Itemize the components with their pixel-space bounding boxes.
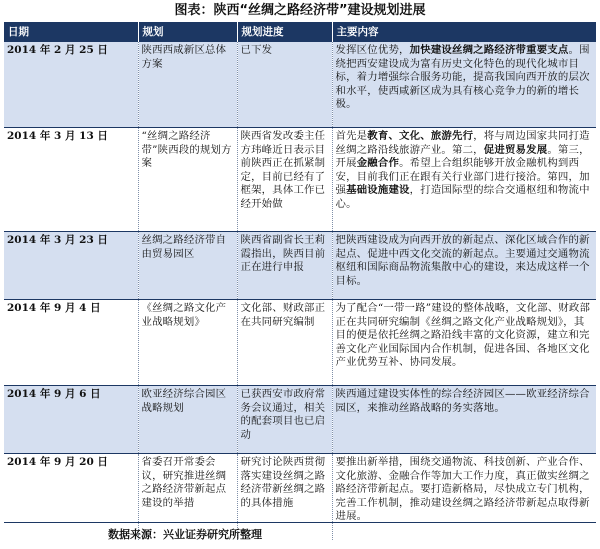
cell-content — [332, 128, 596, 232]
table-row — [4, 42, 596, 128]
table-row — [4, 386, 596, 454]
table-bottom-rule — [4, 522, 596, 523]
content-text: 。围绕把西安建设成为富有历史文化特色的现代化城市目标，着力增强综合服务功能，提高我国向西开放的层次和水平，使西咸新区成为具有核心竞争力的新的增长极。 — [335, 44, 590, 111]
content-text: 发挥区位优势， — [335, 44, 410, 56]
content-text: ，将与周边国家共同打造丝绸之路沿线旅游产业。第二， — [335, 130, 590, 156]
cell-content — [332, 454, 596, 540]
table-row — [4, 128, 596, 232]
content-highlight: 基础设施建设 — [346, 184, 410, 197]
cell-plan: 省委召开常委会议，研究推进丝绸之路经济带新起点建设的举措 — [138, 454, 237, 540]
content-text: ，打造国际型的综合交通枢纽和物流中心。 — [335, 184, 590, 210]
cell-date: 2014 年 9 月 6 日 — [4, 386, 138, 454]
header-plan: 规划 — [138, 22, 237, 42]
content-text: 。第三，开展 — [335, 143, 590, 170]
content-highlight: 金融合作 — [356, 157, 400, 170]
cell-plan: 欧亚经济综合园区战略规划 — [138, 386, 237, 454]
cell-progress: 陕西省副省长王莉霞指出，陕西目前正在进行申报 — [237, 232, 332, 300]
cell-progress: 已获西安市政府常务会议通过，相关的配套项目也已启动 — [237, 386, 332, 454]
cell-date: 2014 年 9 月 20 日 — [4, 454, 138, 540]
content-highlight: 教育、文化、旅游先行 — [367, 130, 474, 142]
cell-plan: 丝绸之路经济带自由贸易园区 — [138, 232, 237, 300]
cell-plan: 《丝绸之路文化产业战略规划》 — [138, 300, 237, 386]
cell-content — [332, 300, 596, 386]
cell-progress: 研究讨论陕西贯彻落实建设丝绸之路经济带新丝绸之路的具体措施 — [237, 454, 332, 540]
cell-progress: 文化部、财政部正在共同研究编制 — [237, 300, 332, 386]
cell-content — [332, 232, 596, 300]
content-text: 首先是 — [335, 130, 368, 142]
content-highlight: 加快建设丝绸之路经济带重要支点 — [409, 44, 569, 56]
table-row — [4, 454, 596, 540]
table-row — [4, 232, 596, 300]
header-date: 日期 — [4, 22, 138, 42]
cell-date: 2014 年 3 月 23 日 — [4, 232, 138, 300]
cell-content — [332, 42, 596, 128]
cell-date: 2014 年 2 月 25 日 — [4, 42, 138, 128]
header-row — [4, 22, 596, 42]
header-progress: 规划进度 — [237, 22, 332, 42]
progress-table — [4, 22, 596, 540]
content-text: 为了配合“一带一路”建设的整体战略，文化部、财政部正在共同研究编制《丝绸之路文化产业战略规划》，其目的便是依托丝绸之路沿线丰富的文化资源，建立和完善文化产业国际国内合作机制，促进各国、各地区文化产业优势互补、协同发展。 — [335, 302, 591, 369]
cell-date: 2014 年 3 月 13 日 — [4, 128, 138, 232]
source-note: 数据来源：兴业证券研究所整理 — [108, 528, 262, 541]
cell-plan: 陕西西咸新区总体方案 — [138, 42, 237, 128]
table-row — [4, 300, 596, 386]
header-content: 主要内容 — [332, 22, 596, 42]
content-text: 。希望上合组织能够开放金融机构到西安，目前我们正在跟有关行业部门进行接洽。第四，加强 — [335, 157, 590, 197]
content-highlight: 促进贸易发展 — [483, 143, 548, 156]
content-text: 要推出新举措，围绕交通物流、科技创新、产业合作、文化旅游、金融合作等加大工作力度，真正做实丝绸之路经济带新起点。要打造新格局，尽快成立专门机构，完善工作机制，推动建设丝绸之路经济带新起点取得新进展。 — [335, 456, 590, 523]
chart-title: 图表：陕西“丝绸之路经济带”建设规划进展 — [174, 3, 426, 18]
cell-progress: 陕西省发改委主任方玮峰近日表示目前陕西正在抓紧制定，目前已经有了框架，具体工作已经开始做 — [237, 128, 332, 232]
cell-progress: 已下发 — [237, 42, 332, 128]
cell-date: 2014 年 9 月 4 日 — [4, 300, 138, 386]
content-text: 把陕西建设成为向西开放的新起点、深化区域合作的新起点、促进中西文化交流的新起点。主要通过交通物流枢纽和国际商品物流集散中心的建设，来达成这样一个目标。 — [335, 234, 590, 287]
cell-content — [332, 386, 596, 454]
content-text: 陕西通过建设实体性的综合经济园区——欧亚经济综合园区，来推动丝路战略的务实落地。 — [335, 388, 590, 414]
cell-plan: “丝绸之路经济带”陕西段的规划方案 — [138, 128, 237, 232]
